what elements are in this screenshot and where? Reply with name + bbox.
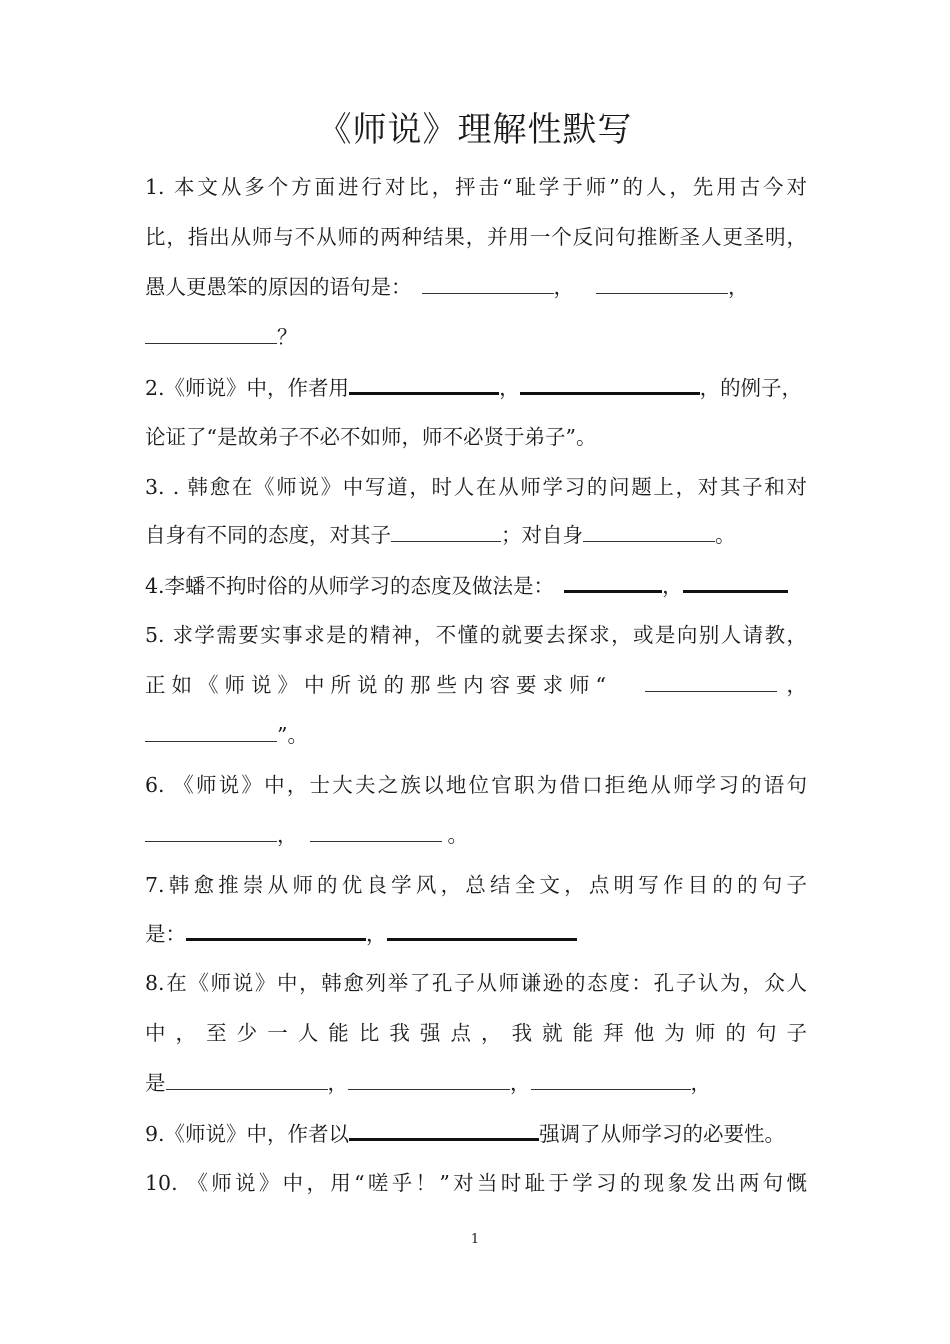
q3-prompt-a: 自身有不同的态度，对其子 xyxy=(145,523,391,547)
q3-prompt-b: ；对自身 xyxy=(501,523,583,547)
q9-prompt-a: 9.《师说》中，作者以 xyxy=(145,1122,350,1146)
q2-prompt: 2.《师说》中，作者用 xyxy=(145,376,350,400)
q9-blank-1[interactable] xyxy=(349,1118,539,1141)
q9-prompt-b: 强调了从师学习的必要性。 xyxy=(539,1122,786,1146)
q2-blank-1[interactable] xyxy=(349,372,499,395)
q2-punct-2: ， xyxy=(699,376,721,400)
q1-blank-3[interactable] xyxy=(145,323,277,344)
q7-punct-1: ， xyxy=(366,922,387,946)
q7-prompt: 是： xyxy=(145,922,186,946)
q4-blank-2[interactable] xyxy=(683,570,788,593)
q5-line-3 xyxy=(145,720,807,750)
q1-punct-3: ？ xyxy=(277,325,298,349)
q8-punct-3: ， xyxy=(690,1071,711,1095)
q5-line-2 xyxy=(145,670,807,700)
q6-punct-2: 。 xyxy=(447,823,468,847)
q8-blank-3[interactable] xyxy=(531,1069,691,1090)
q1-line-4 xyxy=(145,322,807,352)
q1-line-1: 1. 本文从多个方面进行对比，抨击“耻学于师”的人，先用古今对 xyxy=(145,175,807,199)
q5-punct-1: ， xyxy=(786,673,807,697)
q5-blank-2[interactable] xyxy=(145,721,277,742)
q7-line-1: 7.韩愈推崇从师的优良学风，总结全文，点明写作目的的句子 xyxy=(145,873,807,897)
page-title: 《师说》理解性默写 xyxy=(317,110,633,150)
q4-punct-1: ， xyxy=(662,574,683,598)
q6-punct-1: ， xyxy=(277,823,298,847)
q1-blank-1[interactable] xyxy=(422,273,554,294)
q1-line-3 xyxy=(145,272,807,302)
q6-blank-1[interactable] xyxy=(145,821,277,842)
q2-line-2: 论证了“是故弟子不必不如师，师不必贤于弟子”。 xyxy=(145,425,597,449)
q6-line-2 xyxy=(145,820,807,850)
q7-blank-1[interactable] xyxy=(186,918,366,941)
q6-blank-2[interactable] xyxy=(310,821,442,842)
q3-line-1: 3. . 韩愈在《师说》中写道，时人在从师学习的问题上，对其子和对 xyxy=(145,475,807,499)
q1-punct-1: ， xyxy=(553,275,574,299)
q8-line-2: 中，至少一人能比我强点，我就能拜他为师的句子 xyxy=(145,1021,807,1045)
q8-prompt: 是 xyxy=(145,1071,166,1095)
q8-line-1: 8.在《师说》中，韩愈列举了孔子从师谦逊的态度：孔子认为，众人 xyxy=(145,971,807,995)
q9-line-1 xyxy=(145,1118,807,1149)
q2-line-1 xyxy=(145,372,807,403)
q10-line-1: 10. 《师说》中，用“嗟乎！”对当时耻于学习的现象发出两句慨 xyxy=(145,1171,807,1195)
q7-line-2 xyxy=(145,918,807,949)
q8-line-3 xyxy=(145,1068,807,1098)
q3-blank-2[interactable] xyxy=(583,521,715,542)
page-number: 1 xyxy=(470,1232,480,1247)
q5-blank-1[interactable] xyxy=(645,671,777,692)
q4-prompt: 4.李蟠不拘时俗的从师学习的态度及做法是： xyxy=(145,574,555,598)
q6-line-1: 6. 《师说》中，士大夫之族以地位官职为借口拒绝从师学习的语句 xyxy=(145,773,807,797)
q2-punct-1: ， xyxy=(499,376,520,400)
q2-prompt-end: 的例子， xyxy=(720,376,803,400)
q3-blank-1[interactable] xyxy=(391,521,501,542)
q1-punct-2: ， xyxy=(728,275,749,299)
q2-blank-2[interactable] xyxy=(520,372,700,395)
q8-punct-2: ， xyxy=(510,1071,531,1095)
q1-blank-2[interactable] xyxy=(596,273,728,294)
q8-blank-2[interactable] xyxy=(348,1069,510,1090)
q4-line-1 xyxy=(145,570,807,601)
q7-blank-2[interactable] xyxy=(387,918,577,941)
q3-prompt-c: 。 xyxy=(715,523,736,547)
q5-end: ”。 xyxy=(277,723,308,747)
q4-blank-1[interactable] xyxy=(564,570,662,593)
q1-line-2: 比，指出从师与不从师的两种结果，并用一个反问句推断圣人更圣明， xyxy=(145,225,807,249)
q8-blank-1[interactable] xyxy=(166,1069,328,1090)
q1-prompt: 愚人更愚笨的原因的语句是： xyxy=(145,275,412,299)
q8-punct-1: ， xyxy=(327,1071,348,1095)
q5-line-1: 5. 求学需要实事求是的精神，不懂的就要去探求，或是向别人请教， xyxy=(145,623,807,647)
q5-prompt: 正如《师说》中所说的那些内容要求师“ xyxy=(145,673,612,697)
q3-line-2 xyxy=(145,520,807,550)
